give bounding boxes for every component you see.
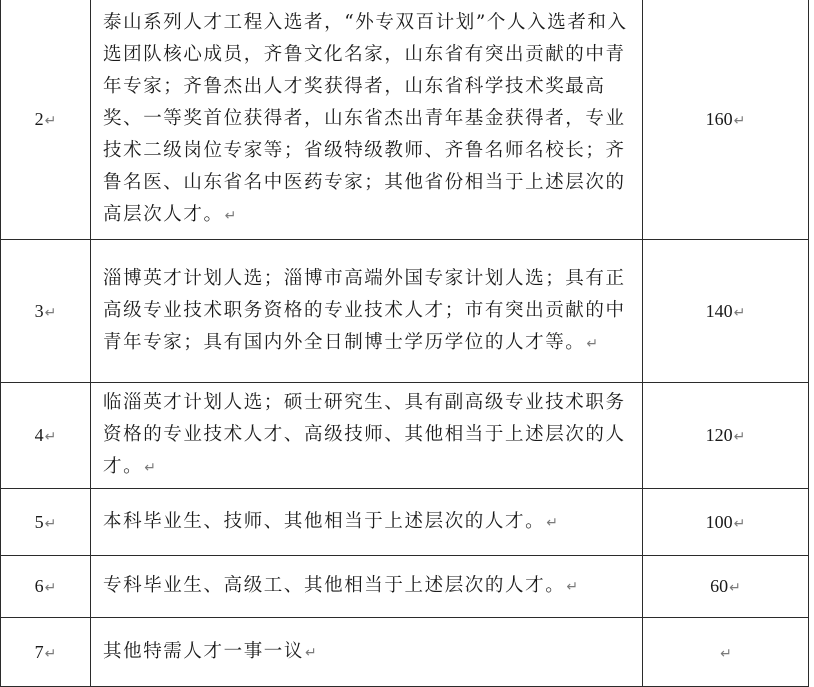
row-number-cell [1,556,91,618]
return-mark-icon: ↵ [44,112,57,129]
subsidy-amount-cell [643,0,809,240]
return-mark-icon: ↵ [586,335,599,352]
subsidy-amount-cell [643,489,809,556]
table-row [1,0,809,240]
table-row [1,383,809,489]
subsidy-amount: 120 [705,425,733,445]
row-number: 7 [34,641,44,662]
row-number-cell [1,240,91,383]
return-mark-icon: ↵ [729,580,741,596]
return-mark-icon: ↵ [44,304,57,321]
return-mark-icon: ↵ [144,460,156,476]
subsidy-amount: 60 [710,576,729,596]
talent-description: 专科毕业生、高级工、其他相当于上述层次的人才。 [103,575,566,596]
row-number-cell [1,489,91,556]
subsidy-amount-cell [643,618,809,687]
subsidy-amount: 100 [705,511,733,532]
table-row [1,556,809,618]
talent-description: 泰山系列人才工程入选者，“外专双百计划”个人入选者和入选团队核心成员，齐鲁文化名家，山东省有突出贡献的中青年专家；齐鲁杰出人才奖获得者，山东省科学技术奖最高奖、一等奖首位获得者，山东省杰出青年基金获得者，专业技术二级岗位专家等；省级特级教师、齐鲁名师名校长；齐鲁名医、山东省名中医药专家；其他省份相当于上述层次的高层次人才。 [103,11,628,225]
row-number: 6 [34,576,44,596]
table-row [1,240,809,383]
talent-description: 本科毕业生、技师、其他相当于上述层次的人才。 [103,510,546,532]
return-mark-icon: ↵ [44,429,57,445]
subsidy-amount: 140 [705,300,733,321]
talent-description-cell [91,618,643,687]
talent-description-cell [91,489,643,556]
return-mark-icon: ↵ [305,644,317,661]
return-mark-icon: ↵ [224,207,237,224]
return-mark-icon: ↵ [546,514,558,531]
table-row [1,618,809,687]
talent-description-cell [91,383,643,489]
talent-description-cell [91,240,643,383]
subsidy-amount: 160 [705,108,733,129]
row-number: 4 [34,425,44,445]
row-number-cell [1,0,91,240]
row-number-cell [1,618,91,687]
return-mark-icon: ↵ [733,112,746,129]
talent-description-cell [91,0,643,240]
return-mark-icon: ↵ [733,515,746,532]
return-mark-icon: ↵ [733,304,746,321]
return-mark-icon: ↵ [733,429,746,445]
return-mark-icon: ↵ [44,515,57,532]
return-mark-icon: ↵ [44,645,57,662]
table-row [1,489,809,556]
talent-description: 其他特需人才一事一议 [103,640,305,662]
row-number-cell [1,383,91,489]
return-mark-icon: ↵ [44,580,57,596]
talent-description: 临淄英才计划人选；硕士研究生、具有副高级专业技术职务资格的专业技术人才、高级技师、其他相当于上述层次的人才。 [103,392,626,477]
talent-description-cell [91,556,643,618]
subsidy-amount-cell [643,556,809,618]
subsidy-amount-cell [643,383,809,489]
row-number: 3 [34,300,44,321]
return-mark-icon: ↵ [566,579,579,595]
talent-description: 淄博英才计划人选；淄博市高端外国专家计划人选；具有正高级专业技术职务资格的专业技术人才；市有突出贡献的中青年专家；具有国内外全日制博士学历学位的人才等。 [103,267,626,353]
subsidy-amount-cell [643,240,809,383]
row-number: 2 [34,108,44,129]
return-mark-icon: ↵ [720,645,732,662]
row-number: 5 [34,511,44,532]
